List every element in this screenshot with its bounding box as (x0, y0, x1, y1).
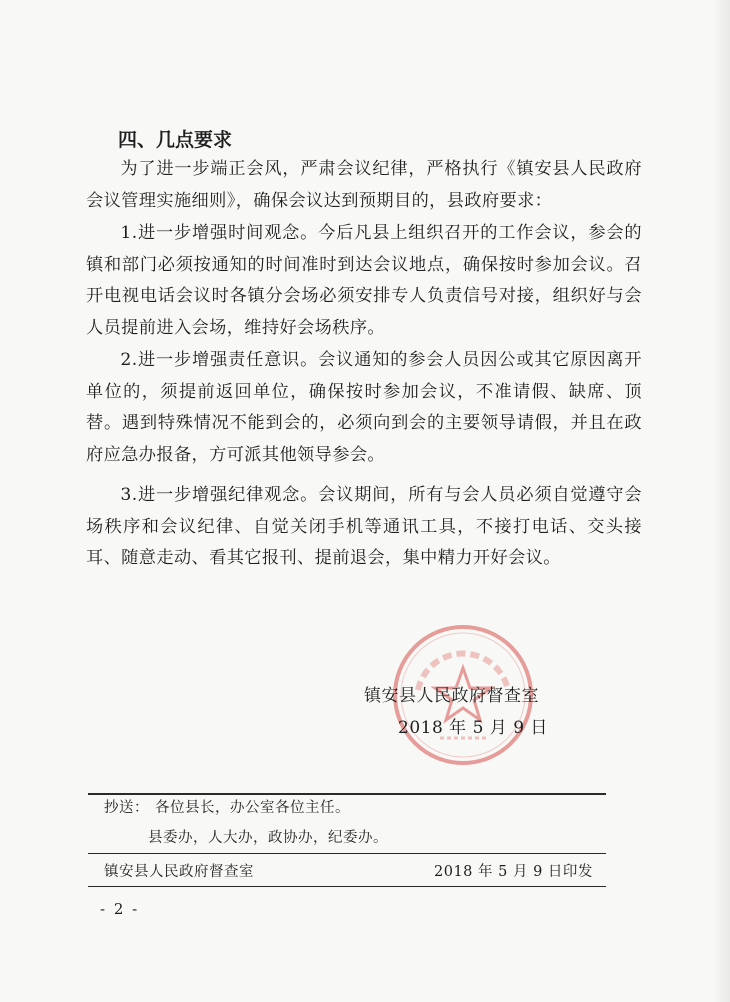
cc-recipients-1: 各位县长，办公室各位主任。 (155, 800, 350, 816)
signature-organization: 镇安县人民政府督查室 (364, 686, 539, 706)
page-edge-shadow (712, 0, 730, 1002)
top-divider (88, 793, 606, 795)
footer-issue-date: 2018 年 5 月 9 日印发 (434, 864, 593, 880)
requirement-2-paragraph: 2.进一步增强责任意识。会议通知的参会人员因公或其它原因离开单位的，须提前返回单位，确保按时参加会议，不准请假、缺席、顶替。遇到特殊情况不能到会的，必须向到会的主要领导请假，并且在政府应急办报备，方可派其他领导参会。 (86, 350, 642, 465)
cc-recipients-2: 县委办，人大办，政协办，纪委办。 (148, 830, 388, 846)
requirement-3-paragraph: 3.进一步增强纪律观念。会议期间，所有与会人员必须自觉遵守会场秩序和会议纪律、自觉关闭手机等通讯工具，不接打电话、交头接耳、随意走动、看其它报刊、提前退会，集中精力开好会议。 (86, 485, 642, 568)
page-number: - 2 - (100, 900, 140, 918)
requirement-1-paragraph: 1.进一步增强时间观念。今后凡县上组织召开的工作会议，参会的镇和部门必须按通知的时间准时到达会议地点，确保按时参加会议。召开电视电话会议时各镇分会场必须安排专人负责信号对接，组织好与会人员提前进入会场，维持好会场秩序。 (86, 223, 642, 338)
middle-divider (88, 853, 606, 854)
intro-paragraph: 为了进一步端正会风，严肃会议纪律，严格执行《镇安县人民政府会议管理实施细则》，确保会议达到预期目的，县政府要求： (86, 159, 642, 211)
section-title: 四、几点要求 (118, 129, 233, 151)
footer-organization: 镇安县人民政府督查室 (104, 864, 254, 880)
bottom-divider (88, 886, 606, 887)
cc-label: 抄送： (104, 800, 149, 816)
signature-date: 2018 年 5 月 9 日 (398, 718, 548, 738)
cc-line-1 (104, 796, 350, 817)
